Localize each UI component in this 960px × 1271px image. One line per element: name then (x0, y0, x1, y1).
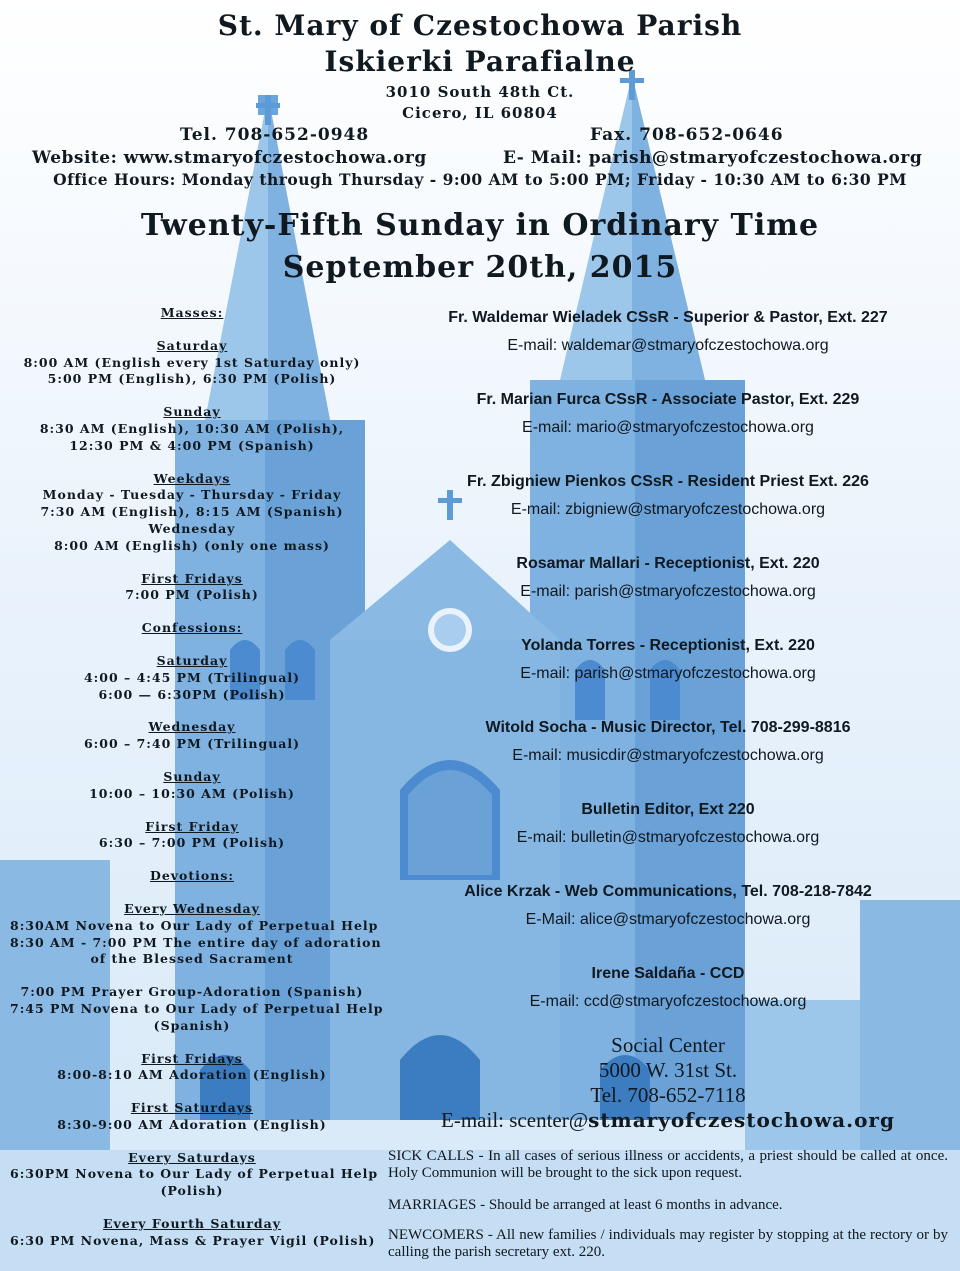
social-center-email[interactable] (388, 1108, 948, 1133)
staff-email[interactable]: E-Mail: alice@stmaryofczestochowa.org (525, 911, 811, 928)
devotions-saturdays-line-2: (Polish) (160, 1183, 224, 1199)
staff-directory (388, 304, 948, 1042)
staff-entry (388, 386, 948, 442)
masses-saturday-line-1: 8:00 AM (English every 1st Saturday only) (23, 354, 361, 370)
notice-sick-calls: SICK CALLS - In all cases of serious illness or accidents, a priest should be called at once. Holy Communion will be brought to the sick upon request. (388, 1148, 948, 1181)
social-center-phone: Tel. 708-652-7118 (590, 1083, 746, 1107)
confessions-first-friday-line: 6:30 – 7:00 PM (Polish) (98, 835, 286, 851)
staff-title: Alice Krzak - Web Communications, Tel. 708-218-7842 (464, 883, 872, 900)
devotions-wednesday-line-2: 8:30 AM - 7:00 PM The entire day of adoration (10, 934, 382, 950)
devotions-wednesday-line-4: 7:00 PM Prayer Group-Adoration (Spanish) (20, 984, 364, 1000)
masses-sunday-label: Sunday (163, 404, 221, 420)
staff-title: Yolanda Torres - Receptionist, Ext. 220 (521, 637, 815, 654)
masses-wednesday-line: 8:00 AM (English) (only one mass) (54, 537, 330, 553)
occasion-date: September 20th, 2015 (282, 250, 678, 285)
masses-sunday-line-1: 8:30 AM (English), 10:30 AM (Polish), (39, 420, 345, 436)
devotions-wednesday-line-3: of the Blessed Sacrament (90, 951, 294, 967)
bulletin-name: Iskierki Parafialne (324, 45, 636, 78)
devotions-every-wednesday-label: Every Wednesday (124, 900, 260, 916)
devotions-first-fridays-line: 8:00-8:10 AM Adoration (English) (57, 1067, 327, 1083)
devotions-wednesday-line-1: 8:30AM Novena to Our Lady of Perpetual Help (10, 917, 379, 933)
notice-marriages: MARRIAGES - Should be arranged at least 6 months in advance. (388, 1197, 783, 1213)
address-line-1: 3010 South 48th Ct. (385, 83, 575, 101)
masses-saturday-label: Saturday (156, 337, 228, 353)
staff-entry (388, 796, 948, 852)
notice-newcomers: NEWCOMERS - All new families / individuals may register by stopping at the rectory or by calling the parish secretary ext. 220. (388, 1227, 948, 1260)
staff-entry (388, 632, 948, 688)
staff-entry (388, 960, 948, 1016)
staff-title: Fr. Waldemar Wieladek CSsR - Superior & Pastor, Ext. 227 (448, 309, 888, 326)
fax-number: Fax. 708-652-0646 (590, 125, 784, 145)
phone-number: Tel. 708-652-0948 (180, 125, 370, 145)
staff-email[interactable]: E-mail: mario@stmaryofczestochowa.org (522, 419, 814, 436)
confessions-heading: Confessions: (141, 620, 243, 636)
masses-first-fridays-label: First Fridays (141, 570, 243, 586)
staff-title: Bulletin Editor, Ext 220 (581, 801, 755, 818)
social-center-name: Social Center (611, 1033, 725, 1057)
devotions-first-fridays-label: First Fridays (141, 1050, 243, 1066)
staff-entry (388, 304, 948, 360)
office-hours: Office Hours: Monday through Thursday - 9:00 AM to 5:00 PM; Friday - 10:30 AM to 6:30 PM (53, 170, 907, 189)
staff-title: Fr. Zbigniew Pienkos CSsR - Resident Priest Ext. 226 (467, 473, 869, 490)
confessions-saturday-line-2: 6:00 — 6:30PM (Polish) (98, 686, 286, 702)
staff-title: Rosamar Mallari - Receptionist, Ext. 220 (516, 555, 820, 572)
staff-entry (388, 878, 948, 934)
confessions-wednesday-line: 6:00 – 7:40 PM (Trilingual) (83, 736, 301, 752)
staff-email[interactable]: E-mail: zbigniew@stmaryofczestochowa.org (510, 501, 826, 518)
devotions-fourth-saturday-line: 6:30 PM Novena, Mass & Prayer Vigil (Polish) (10, 1232, 376, 1248)
social-center-address: 5000 W. 31st St. (598, 1058, 738, 1082)
masses-weekdays-label: Weekdays (153, 470, 231, 486)
masses-sunday-line-2: 12:30 PM & 4:00 PM (Spanish) (69, 437, 315, 453)
confessions-saturday-label: Saturday (156, 652, 228, 668)
devotions-wednesday-line-6: (Spanish) (153, 1017, 231, 1033)
masses-weekdays-line-1: Monday - Tuesday - Thursday - Friday (42, 487, 342, 503)
email-link[interactable]: E- Mail: parish@stmaryofczestochowa.org (503, 148, 923, 168)
staff-title: Irene Saldaña - CCD (591, 965, 745, 982)
staff-entry (388, 550, 948, 606)
schedule-column (10, 305, 384, 1250)
confessions-wednesday-label: Wednesday (148, 719, 236, 735)
website-link[interactable]: Website: www.stmaryofczestochowa.org (32, 148, 427, 168)
confessions-first-friday-label: First Friday (145, 818, 239, 834)
address-line-2: Cicero, IL 60804 (402, 104, 558, 122)
staff-title: Fr. Marian Furca CSsR - Associate Pastor, Ext. 229 (476, 391, 860, 408)
parish-name: St. Mary of Czestochowa Parish (217, 9, 743, 42)
devotions-every-fourth-saturday-label: Every Fourth Saturday (102, 1216, 282, 1232)
staff-entry (388, 714, 948, 770)
devotions-saturdays-line-1: 6:30PM Novena to Our Lady of Perpetual Help (10, 1166, 379, 1182)
staff-title: Witold Socha - Music Director, Tel. 708-299-8816 (485, 719, 851, 736)
masses-saturday-line-2: 5:00 PM (English), 6:30 PM (Polish) (47, 371, 337, 387)
social-center-email-prefix: E-mail: scenter@ (441, 1108, 589, 1132)
social-center (388, 1033, 948, 1133)
masses-heading: Masses: (160, 305, 224, 320)
staff-email[interactable]: E-mail: musicdir@stmaryofczestochowa.org (512, 747, 824, 764)
devotions-wednesday-line-5: 7:45 PM Novena to Our Lady of Perpetual Help (10, 1000, 384, 1016)
devotions-first-saturdays-line: 8:30-9:00 AM Adoration (English) (57, 1116, 327, 1132)
masses-first-fridays-line: 7:00 PM (Polish) (125, 587, 259, 603)
confessions-sunday-line: 10:00 – 10:30 AM (Polish) (89, 785, 295, 801)
staff-email[interactable]: E-mail: parish@stmaryofczestochowa.org (520, 665, 816, 682)
social-center-email-domain: stmaryofczestochowa.org (588, 1108, 895, 1132)
confessions-saturday-line-1: 4:00 – 4:45 PM (Trilingual) (83, 669, 301, 685)
masses-weekdays-line-2: 7:30 AM (English), 8:15 AM (Spanish) (40, 504, 344, 520)
devotions-heading: Devotions: (150, 868, 234, 884)
confessions-sunday-label: Sunday (163, 768, 221, 784)
staff-email[interactable]: E-mail: ccd@stmaryofczestochowa.org (529, 993, 807, 1010)
occasion-title: Twenty-Fifth Sunday in Ordinary Time (140, 208, 820, 243)
masses-wednesday-label: Wednesday (148, 520, 236, 536)
staff-email[interactable]: E-mail: waldemar@stmaryofczestochowa.org (507, 337, 829, 354)
staff-email[interactable]: E-mail: parish@stmaryofczestochowa.org (520, 583, 816, 600)
staff-email[interactable]: E-mail: bulletin@stmaryofczestochowa.org (516, 829, 820, 846)
devotions-first-saturdays-label: First Saturdays (130, 1100, 254, 1116)
devotions-every-saturdays-label: Every Saturdays (128, 1149, 256, 1165)
staff-entry (388, 468, 948, 524)
